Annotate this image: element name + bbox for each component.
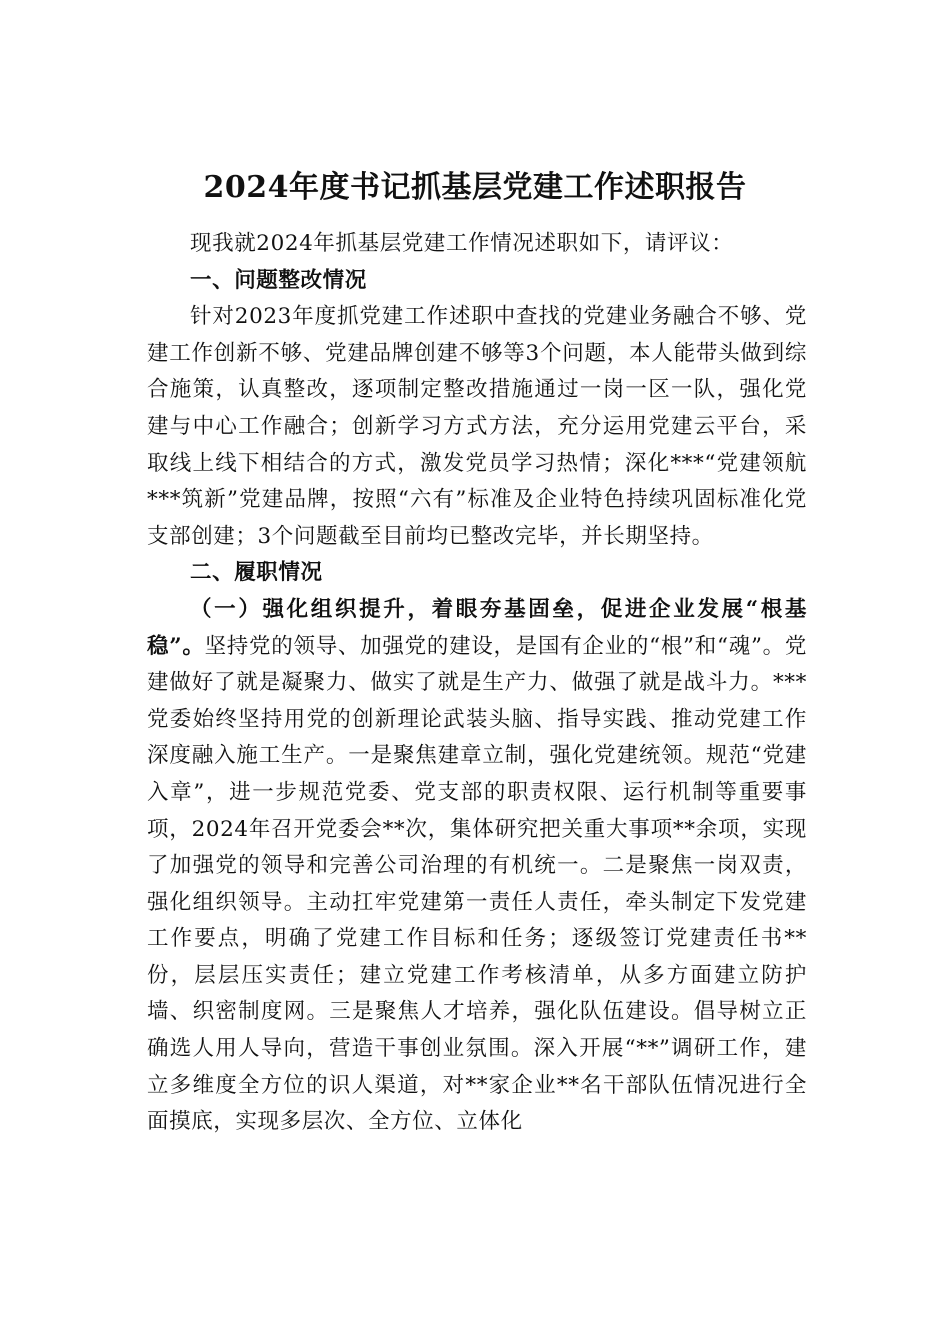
document-body	[147, 226, 807, 1141]
intro-paragraph: 现我就2024年抓基层党建工作情况述职如下，请评议：	[190, 231, 734, 256]
section-2-paragraph-text: 坚持党的领导、加强党的建设，是国有企业的“根”和“魂”。党建做好了就是凝聚力、做实了就是生产力、做强了就是战斗力。***党委始终坚持用党的创新理论武装头脑、指导实践、推动党建工作深度融入施工生产。一是聚焦建章立制，强化党建统领。规范“党建入章”，进一步规范党委、党支部的职责权限、运行机制等重要事项，2024年召开党委会**次，集体研究把关重大事项**余项，实现了加强党的领导和完善公司治理的有机统一。二是聚焦一岗双责，强化组织领导。主动扛牢党建第一责任人责任，牵头制定下发党建工作要点，明确了党建工作目标和任务；逐级签订党建责任书**份，层层压实责任；建立党建工作考核清单，从多方面建立防护墙、织密制度网。三是聚焦人才培养，强化队伍建设。倡导树立正确选人用人导向，营造干事创业氛围。深入开展“**”调研工作，建立多维度全方位的识人渠道，对**家企业**名干部队伍情况进行全面摸底，实现多层次、全方位、立体化	[147, 633, 808, 1135]
sub-heading-1: （一）强化组织提升，着眼夯基固垒，促进企业发展“根基稳”。	[147, 596, 807, 659]
section-heading-1: 一、问题整改情况	[190, 267, 367, 293]
section-2-paragraph	[147, 592, 807, 1141]
document-title: 2024年度书记抓基层党建工作述职报告	[203, 170, 747, 205]
section-1-paragraph: 针对2023年度抓党建工作述职中查找的党建业务融合不够、党建工作创新不够、党建品牌创建不够等3个问题，本人能带头做到综合施策，认真整改，逐项制定整改措施通过一岗一区一队，强化党建与中心工作融合；创新学习方式方法，充分运用党建云平台，采取线上线下相结合的方式，激发党员学习热情；深化***“党建领航***筑新”党建品牌，按照“六有”标准及企业特色持续巩固标准化党支部创建；3个问题截至目前均已整改完毕，并长期坚持。	[147, 304, 807, 549]
section-heading-2: 二、履职情况	[190, 560, 323, 586]
